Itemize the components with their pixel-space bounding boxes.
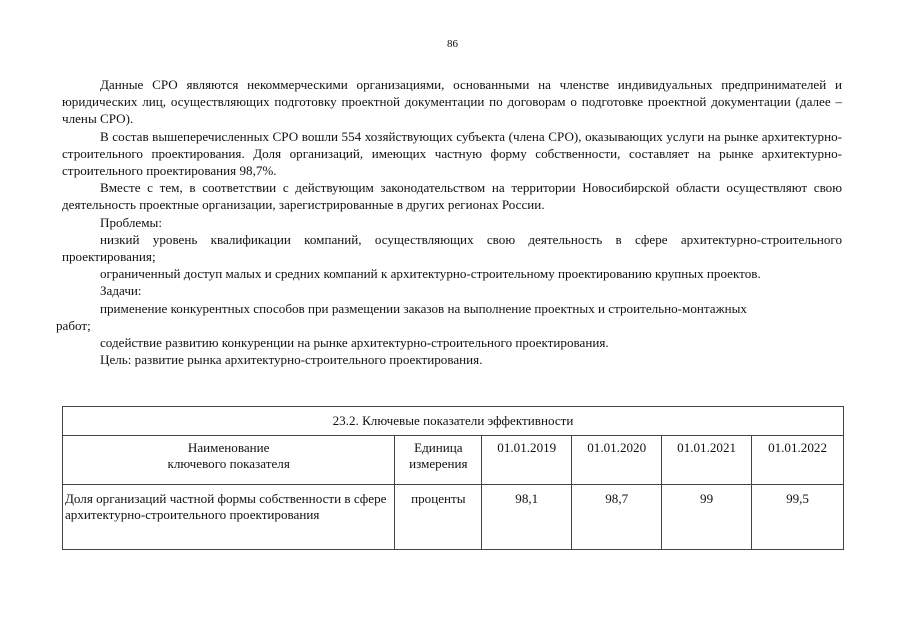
goal-line: Цель: развитие рынка архитектурно-строительного проектирования.: [100, 352, 483, 368]
value-cell-2019: 98,1: [482, 485, 572, 550]
table-header-row: [63, 436, 844, 485]
problems-heading: Проблемы:: [100, 214, 162, 230]
header-unit: [395, 436, 482, 485]
indicator-name-cell: Доля организаций частной формы собственности в сфере архитектурно-строительного проектирования: [63, 485, 395, 550]
table-caption: 23.2. Ключевые показатели эффективности: [63, 407, 844, 436]
header-unit-line2: измерения: [409, 456, 468, 471]
problem-item-access: ограниченный доступ малых и средних компаний к архитектурно-строительному проектированию крупных проектов.: [100, 266, 761, 282]
unit-cell: проценты: [395, 485, 482, 550]
header-indicator-name-line1: Наименование: [187, 440, 270, 455]
document-body: [56, 76, 842, 368]
header-date-2020: 01.01.2020: [572, 436, 662, 485]
header-date-2019: 01.01.2019: [482, 436, 572, 485]
value-cell-2020: 98,7: [572, 485, 662, 550]
value-cell-2022: 99,5: [752, 485, 844, 550]
kpi-table: [62, 406, 844, 550]
paragraph-sro-members: В состав вышеперечисленных СРО вошли 554 хозяйствующих субъекта (члена СРО), оказывающих услуги на рынке архитектурно-строительного проектирования. Доля организаций, имеющих частную форму собственности, составляет на рынке архитектурно-строительного проектирования 98,7%.: [62, 128, 842, 179]
table-caption-row: [63, 407, 844, 436]
value-cell-2021: 99: [662, 485, 752, 550]
task-item-competitive-methods-line2: работ;: [56, 317, 91, 333]
tasks-heading: Задачи:: [100, 283, 142, 299]
paragraph-sro-definition: Данные СРО являются некоммерческими организациями, основанными на членстве индивидуальных предпринимателей и юридических лиц, осуществляющих подготовку проектной документации по договорам о подготовке проектной документации (далее – члены СРО).: [62, 77, 842, 127]
header-indicator-name: [63, 436, 395, 485]
header-unit-line1: Единица: [414, 440, 463, 455]
header-date-2022: 01.01.2022: [752, 436, 844, 485]
task-item-competitive-methods: [56, 300, 842, 334]
task-item-competitive-methods-line1: применение конкурентных способов при размещении заказов на выполнение проектных и строительно-монтажных: [100, 300, 747, 316]
problem-item-qualification: низкий уровень квалификации компаний, осуществляющих свою деятельность в сфере архитектурно-строительного проектирования;: [62, 231, 842, 265]
header-date-2021: 01.01.2021: [662, 436, 752, 485]
header-indicator-name-line2: ключевого показателя: [167, 456, 290, 471]
table-row: [63, 485, 844, 550]
page-number: 86: [447, 38, 458, 50]
task-item-competition: содействие развитию конкуренции на рынке архитектурно-строительного проектирования.: [100, 335, 609, 351]
paragraph-other-regions: Вместе с тем, в соответствии с действующим законодательством на территории Новосибирской области осуществляют свою деятельность проектные организации, зарегистрированные в других регионах России.: [62, 180, 842, 213]
